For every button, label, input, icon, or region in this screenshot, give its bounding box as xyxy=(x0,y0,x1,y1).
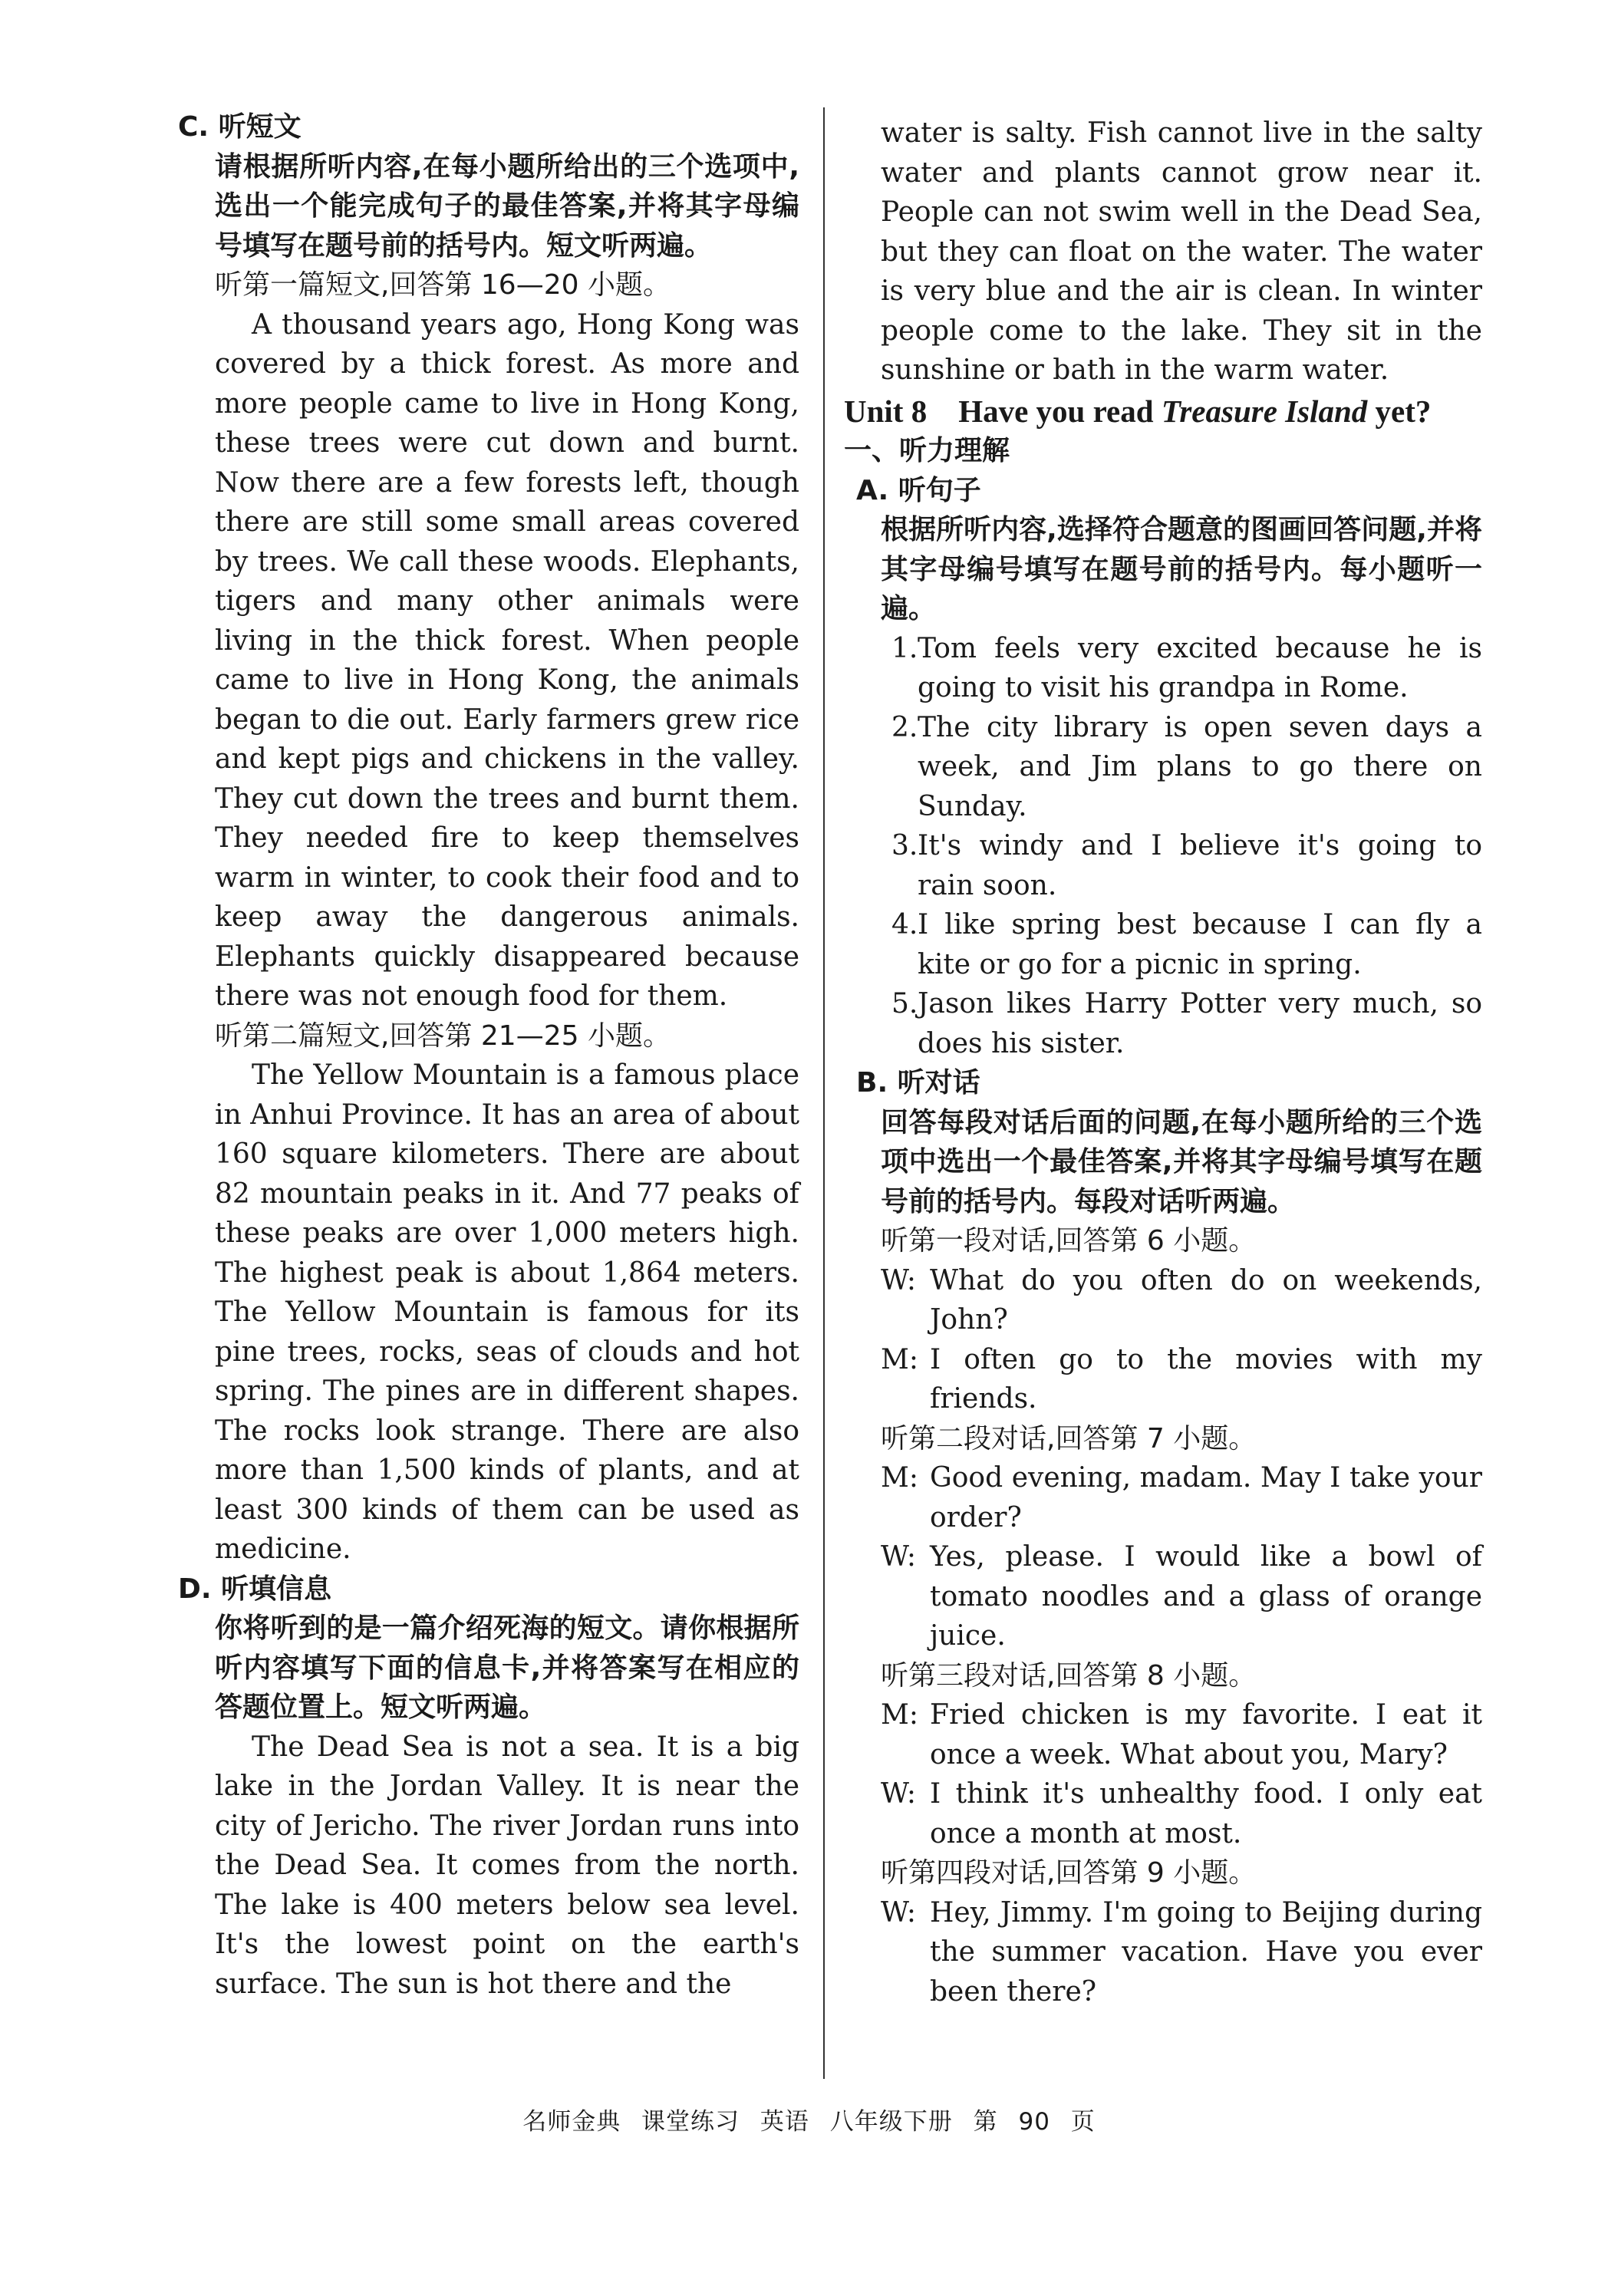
dialog-line xyxy=(844,1774,1482,1853)
item-text: Tom feels very excited because he is going to visit his grandpa in Rome. xyxy=(918,632,1482,703)
section-c-heading: C. 听短文 xyxy=(178,111,302,143)
item-number: 2. xyxy=(891,711,918,743)
unit-title-prefix: Unit 8 Have you read xyxy=(844,393,1162,429)
item-number: 4. xyxy=(891,909,918,940)
unit-title xyxy=(844,392,1482,432)
dialog-line xyxy=(844,1893,1482,2012)
passage1-intro: 听第一篇短文,回答第 16—20 小题。 xyxy=(215,269,671,301)
speaker: M: xyxy=(881,1462,918,1494)
item-text: It's windy and I believe it's going to rain soon. xyxy=(918,830,1482,901)
list-item xyxy=(844,984,1482,1063)
item-number: 5. xyxy=(891,988,918,1020)
section-d-heading: D. 听填信息 xyxy=(178,1573,332,1605)
dialog-line xyxy=(844,1261,1482,1340)
dialog-text: Fried chicken is my favorite. I eat it once a week. What about you, Mary? xyxy=(930,1699,1482,1771)
speaker: W: xyxy=(881,1541,917,1573)
dialog4-intro: 听第四段对话,回答第 9 小题。 xyxy=(881,1857,1257,1889)
section-title: 一、听力理解 xyxy=(844,435,1010,466)
item-text: I like spring best because I can fly a kite or go for a picnic in spring. xyxy=(918,909,1482,980)
section-a-heading: A. 听句子 xyxy=(856,474,981,506)
passage2-intro: 听第二篇短文,回答第 21—25 小题。 xyxy=(215,1020,671,1052)
speaker: M: xyxy=(881,1699,918,1731)
speaker: W: xyxy=(881,1778,917,1810)
item-number: 1. xyxy=(891,632,918,664)
section-d-instruction: 你将听到的是一篇介绍死海的短文。请你根据所听内容填写下面的信息卡,并将答案写在相应的答题位置上。短文听两遍。 xyxy=(215,1612,799,1723)
speaker: M: xyxy=(881,1343,918,1375)
column-divider xyxy=(823,107,825,2079)
passage2 xyxy=(178,1056,799,1570)
dialog-text: Yes, please. I would like a bowl of tomato noodles and a glass of orange juice. xyxy=(930,1541,1482,1652)
passage1 xyxy=(178,305,799,1016)
item-number: 3. xyxy=(891,830,918,861)
item-text: The city library is open seven days a week, and Jim plans to go there on Sunday. xyxy=(918,711,1482,822)
dialog-line xyxy=(844,1340,1482,1419)
dialog-text: Good evening, madam. May I take your order? xyxy=(930,1462,1482,1533)
left-column xyxy=(178,107,799,2004)
dialog1-intro: 听第一段对话,回答第 6 小题。 xyxy=(881,1225,1257,1257)
dialog-text: I think it's unhealthy food. I only eat once a month at most. xyxy=(930,1778,1482,1850)
list-item xyxy=(844,708,1482,827)
dialog2-intro: 听第二段对话,回答第 7 小题。 xyxy=(881,1422,1257,1454)
dead-sea-passage-cont: water is salty. Fish cannot live in the salty water and plants cannot grow near it. People can not swim well in the Dead Sea, but they can float on the water. The water is very blue and the air is clean. In winter people come to the lake. They sit in the sunshine or bath in the warm water. xyxy=(881,117,1482,386)
list-item xyxy=(844,905,1482,984)
passage1-text: A thousand years ago, Hong Kong was covered by a thick forest. As more and more people came to live in Hong Kong, these trees were cut down and burnt. Now there are a few forests left, though there are still some small areas covered by trees. We call these woods. Elephants, tigers and many other animals were living in the thick forest. When people came to live in Hong Kong, the animals began to die out. Early farmers grew rice and kept pigs and chickens in the valley. They cut down the trees and burnt them. They needed fire to keep themselves warm in winter, to cook their food and to keep away the dangerous animals. Elephants quickly disappeared because there was not enough food for them. xyxy=(215,308,799,1012)
dead-sea-text: The Dead Sea is not a sea. It is a big lake in the Jordan Valley. It is near the city of Jericho. The river Jordan runs into the Dead Sea. It comes from the north. The lake is 400 meters below sea level. It's the lowest point on the earth's surface. The sun is hot there and the xyxy=(215,1731,799,2000)
section-c-instruction: 请根据所听内容,在每小题所给出的三个选项中,选出一个能完成句子的最佳答案,并将其字母编号填写在题号前的括号内。短文听两遍。 xyxy=(215,150,799,262)
speaker: W: xyxy=(881,1264,917,1296)
list-item xyxy=(844,629,1482,708)
dialog-text: What do you often do on weekends, John? xyxy=(930,1264,1482,1336)
passage2-text: The Yellow Mountain is a famous place in Anhui Province. It has an area of about 160 square kilometers. There are about 82 mountain peaks in it. And 77 peaks of these peaks are over 1,000 meters high. The highest peak is about 1,864 meters. The Yellow Mountain is famous for its pine trees, rocks, seas of clouds and hot spring. The pines are in different shapes. The rocks look strange. There are also more than 1,500 kinds of plants, and at least 300 kinds of them can be used as medicine. xyxy=(215,1059,799,1565)
page-footer: 名师金典 课堂练习 英语 八年级下册 第 90 页 xyxy=(522,2108,1096,2136)
speaker: W: xyxy=(881,1896,917,1929)
section-b-instruction: 回答每段对话后面的问题,在每小题所给的三个选项中选出一个最佳答案,并将其字母编号填写在题号前的括号内。每段对话听两遍。 xyxy=(881,1106,1482,1217)
dialog-line xyxy=(844,1695,1482,1774)
dialog-line xyxy=(844,1458,1482,1537)
item-text: Jason likes Harry Potter very much, so does his sister. xyxy=(918,988,1482,1059)
section-b-heading: B. 听对话 xyxy=(856,1067,980,1099)
dialog3-intro: 听第三段对话,回答第 8 小题。 xyxy=(881,1659,1257,1692)
unit-title-book: Treasure Island xyxy=(1161,393,1368,429)
dead-sea-passage xyxy=(178,1728,799,2004)
list-item xyxy=(844,826,1482,905)
dialog-text: Hey, Jimmy. I'm going to Beijing during the summer vacation. Have you ever been there? xyxy=(930,1896,1482,2008)
dialog-line xyxy=(844,1537,1482,1656)
section-a-instruction: 根据所听内容,选择符合题意的图画回答问题,并将其字母编号填写在题号前的括号内。每小题听一遍。 xyxy=(881,514,1482,624)
unit-title-suffix: yet? xyxy=(1367,393,1432,429)
dialog-text: I often go to the movies with my friends. xyxy=(930,1343,1482,1415)
right-column xyxy=(844,114,1482,2011)
